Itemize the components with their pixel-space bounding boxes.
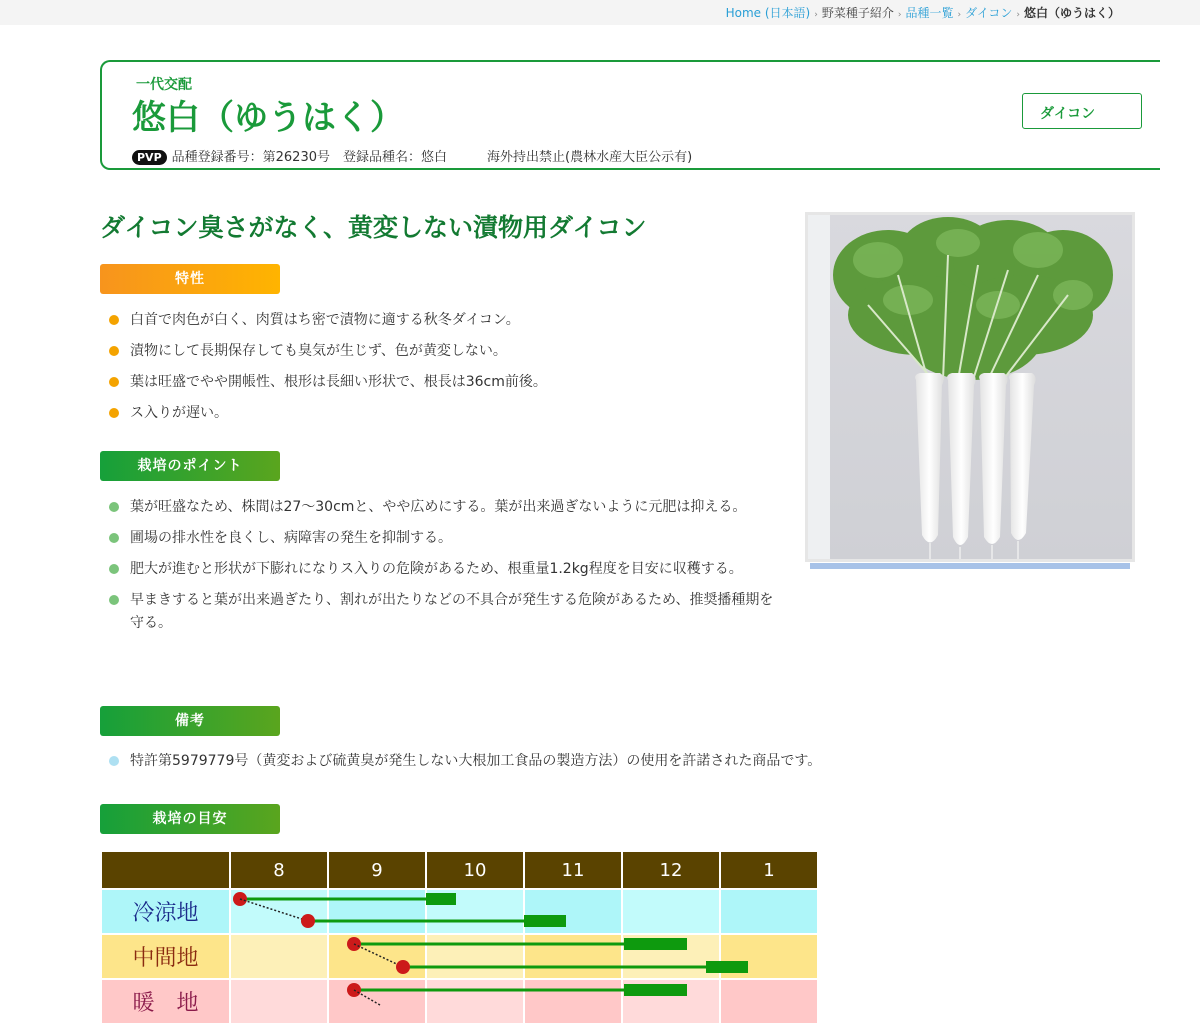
cultivation-points-list — [108, 496, 780, 643]
daikon-photo-image — [808, 215, 1132, 559]
bullet-icon — [109, 315, 119, 325]
breadcrumb-separator: › — [1016, 10, 1020, 20]
list-item: 漬物にして長期保存しても臭気が生じず、色が黄変しない。 — [108, 340, 788, 363]
breadcrumb-separator: › — [957, 10, 962, 20]
bullet-icon — [109, 408, 119, 418]
cultivation-points-heading: 栽培のポイント — [100, 451, 280, 481]
daikon-photo — [805, 212, 1135, 562]
month-header: 10 — [426, 851, 524, 889]
bullet-icon — [109, 756, 119, 766]
breadcrumb — [726, 4, 1120, 21]
breadcrumb-variety-list-link[interactable]: 品種一覧 — [905, 6, 954, 20]
features-list — [108, 309, 788, 433]
schedule-corner — [101, 851, 230, 889]
variety-header — [100, 60, 1160, 170]
month-header: 1 — [720, 851, 818, 889]
catch-copy: ダイコン臭さがなく、黄変しない漬物用ダイコン — [100, 213, 647, 242]
month-header: 11 — [524, 851, 622, 889]
bullet-icon — [109, 533, 119, 543]
features-heading: 特性 — [100, 264, 280, 294]
breadcrumb-vegetable-seeds: 野菜種子紹介 — [821, 6, 894, 20]
bullet-icon — [109, 595, 119, 605]
list-item: 特許第5979779号（黄変および硫黄臭が発生しない大根加工食品の製造方法）の使用を許諾された商品です。 — [108, 750, 1108, 773]
photo-thumbnail-bar — [810, 563, 1130, 569]
breadcrumb-daikon-link[interactable]: ダイコン — [965, 6, 1013, 20]
hybrid-type-label: 一代交配 — [136, 77, 192, 93]
region-row-middle — [101, 934, 818, 979]
month-header: 12 — [622, 851, 720, 889]
remarks-list — [108, 750, 1108, 781]
bullet-icon — [109, 346, 119, 356]
list-item: 葉が旺盛なため、株間は27〜30cmと、やや広めにする。葉が出来過ぎないように元肥は抑える。 — [108, 496, 780, 519]
region-row-cool — [101, 889, 818, 934]
remarks-heading: 備考 — [100, 706, 280, 736]
breadcrumb-separator: › — [897, 10, 902, 20]
bullet-icon — [109, 564, 119, 574]
registration-info — [132, 146, 692, 165]
breadcrumb-home-link[interactable]: Home (日本語) — [725, 6, 811, 20]
top-bar — [0, 0, 1200, 25]
registration-number: 品種登録番号：第26230号 登録品種名：悠白 — [171, 150, 447, 165]
schedule-heading: 栽培の目安 — [100, 804, 280, 834]
bullet-icon — [109, 502, 119, 512]
list-item: 白首で肉色が白く、肉質はち密で漬物に適する秋冬ダイコン。 — [108, 309, 788, 332]
variety-name: 悠白（ゆうはく） — [132, 98, 404, 138]
schedule-table — [100, 850, 819, 1025]
month-header: 9 — [328, 851, 426, 889]
list-item: 肥大が進むと形状が下膨れになりス入りの危険があるため、根重量1.2kg程度を目安に収穫する。 — [108, 558, 780, 581]
pvp-badge: PVP — [132, 150, 167, 165]
region-row-warm — [101, 979, 818, 1024]
cultivation-schedule — [100, 850, 819, 1025]
list-item: 圃場の排水性を良くし、病障害の発生を抑制する。 — [108, 527, 780, 550]
region-label: 中間地 — [101, 934, 230, 979]
region-label: 暖 地 — [101, 979, 230, 1024]
region-label: 冷涼地 — [101, 889, 230, 934]
breadcrumb-current: 悠白（ゆうはく） — [1023, 6, 1120, 20]
bullet-icon — [109, 377, 119, 387]
month-header: 8 — [230, 851, 328, 889]
breadcrumb-separator: › — [814, 10, 818, 20]
category-button[interactable]: ダイコン — [1022, 93, 1142, 129]
list-item: 葉は旺盛でやや開帳性、根形は長細い形状で、根長は36cm前後。 — [108, 371, 788, 394]
export-notice: 海外持出禁止(農林水産大臣公示有) — [487, 150, 693, 165]
list-item: ス入りが遅い。 — [108, 402, 788, 425]
list-item: 早まきすると葉が出来過ぎたり、割れが出たりなどの不具合が発生する危険があるため、推奨播種期を守る。 — [108, 589, 780, 635]
